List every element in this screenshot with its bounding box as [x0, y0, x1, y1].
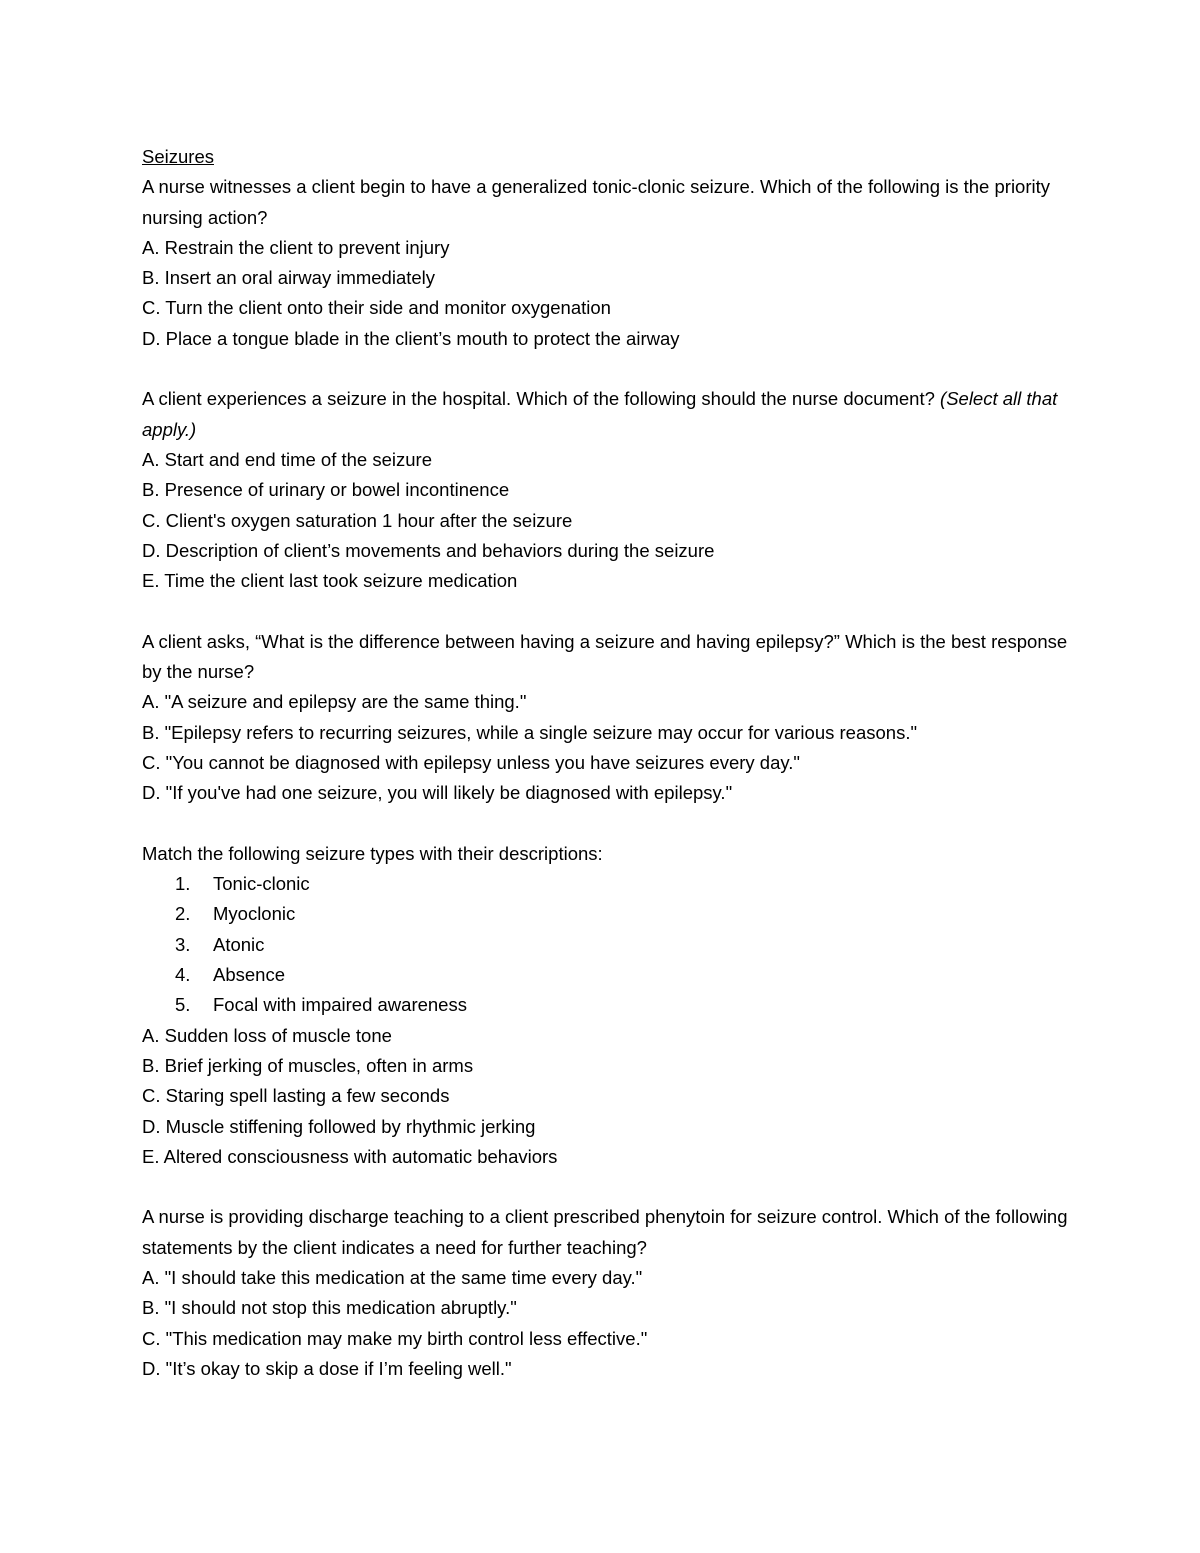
question-4: [142, 839, 1072, 1172]
answer-option: D. Muscle stiffening followed by rhythmic jerking: [142, 1115, 536, 1137]
question-2: [142, 384, 1072, 596]
list-item: [142, 960, 1072, 990]
document-page: [142, 142, 1072, 1384]
seizure-type-list: [142, 869, 1072, 1020]
answer-option: C. "You cannot be diagnosed with epilepsy unless you have seizures every day.": [142, 751, 800, 773]
answer-option: C. Staring spell lasting a few seconds: [142, 1085, 450, 1107]
question-5: [142, 1202, 1072, 1384]
list-item: [142, 899, 1072, 929]
list-text: Atonic: [213, 933, 265, 955]
answer-option: B. Brief jerking of muscles, often in arms: [142, 1054, 474, 1076]
select-all-note: (Select all that apply.): [142, 388, 1058, 440]
document-title: Seizures: [142, 146, 214, 167]
list-number: 4.: [175, 964, 191, 986]
question-stem: [142, 384, 1072, 445]
answer-option: A. Start and end time of the seizure: [142, 448, 432, 470]
list-number: 1.: [175, 873, 191, 895]
answer-option: D. "If you've had one seizure, you will likely be diagnosed with epilepsy.": [142, 782, 733, 804]
answer-option: B. "I should not stop this medication abruptly.": [142, 1297, 517, 1319]
question-stem: Match the following seizure types with their descriptions:: [142, 842, 603, 864]
list-item: [142, 990, 1072, 1020]
answer-option: D. "It’s okay to skip a dose if I’m feeling well.": [142, 1357, 512, 1379]
list-number: 3.: [175, 933, 191, 955]
answer-option: D. Description of client’s movements and behaviors during the seizure: [142, 539, 715, 561]
answer-option: B. Presence of urinary or bowel incontinence: [142, 479, 510, 501]
list-item: [142, 930, 1072, 960]
answer-option: E. Time the client last took seizure medication: [142, 570, 518, 592]
list-item: [142, 869, 1072, 899]
answer-option: B. Insert an oral airway immediately: [142, 267, 436, 289]
list-number: 2.: [175, 903, 191, 925]
answer-option: A. Restrain the client to prevent injury: [142, 236, 450, 258]
answer-option: A. "A seizure and epilepsy are the same thing.": [142, 691, 527, 713]
answer-option: E. Altered consciousness with automatic behaviors: [142, 1145, 558, 1167]
question-stem: A nurse is providing discharge teaching to a client prescribed phenytoin for seizure control. Which of the following statements by the client indicates a need for further teaching?: [142, 1206, 1068, 1258]
answer-option: B. "Epilepsy refers to recurring seizures, while a single seizure may occur for various reasons.": [142, 721, 918, 743]
answer-option: C. "This medication may make my birth control less effective.": [142, 1327, 648, 1349]
answer-option: D. Place a tongue blade in the client’s mouth to protect the airway: [142, 327, 680, 349]
answer-option: A. "I should take this medication at the same time every day.": [142, 1266, 643, 1288]
question-stem-text: A client experiences a seizure in the hospital. Which of the following should the nurse document?: [142, 388, 941, 410]
list-text: Absence: [213, 964, 285, 986]
question-stem: A nurse witnesses a client begin to have a generalized tonic-clonic seizure. Which of the following is the priority nursing action?: [142, 176, 1050, 228]
answer-option: A. Sudden loss of muscle tone: [142, 1024, 392, 1046]
spacer: [142, 809, 1072, 839]
answer-option: C. Client's oxygen saturation 1 hour after the seizure: [142, 509, 573, 531]
list-text: Focal with impaired awareness: [213, 994, 467, 1016]
question-1: [142, 172, 1072, 354]
question-stem: A client asks, “What is the difference between having a seizure and having epilepsy?” Which is the best response by the nurse?: [142, 630, 1068, 683]
list-text: Myoclonic: [213, 903, 296, 925]
list-text: Tonic-clonic: [213, 873, 310, 895]
spacer: [142, 354, 1072, 384]
spacer: [142, 596, 1072, 626]
spacer: [142, 1172, 1072, 1202]
question-3: [142, 627, 1072, 809]
answer-option: C. Turn the client onto their side and monitor oxygenation: [142, 297, 611, 319]
list-number: 5.: [175, 994, 191, 1016]
